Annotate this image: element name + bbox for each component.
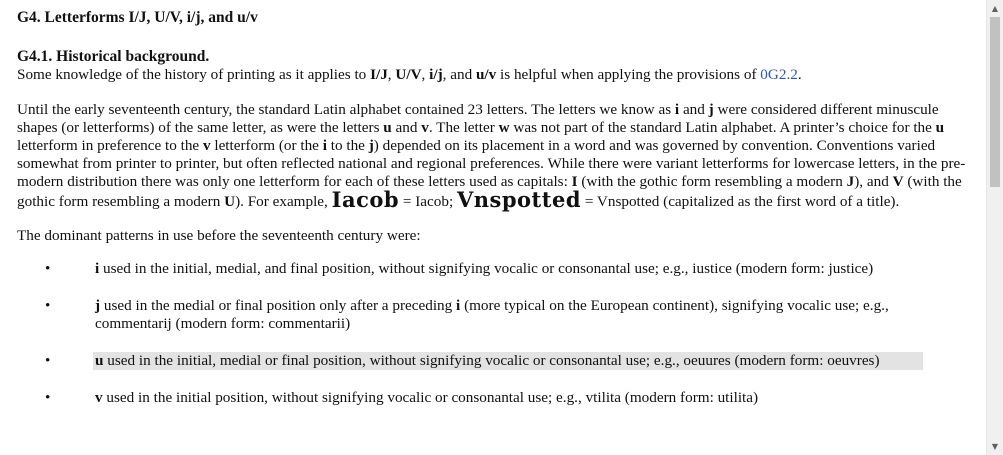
intro-sep: , <box>421 66 430 83</box>
term: J <box>846 173 855 190</box>
pattern-text: used in the medial or final position only after a preceding <box>100 297 457 314</box>
term: i <box>322 137 327 154</box>
pattern-text: used in the initial, medial or final position, without signifying vocalic or consonantal use; e.g., oeuures (modern form: oeuvres) <box>103 352 880 369</box>
intro-sep: , and <box>442 66 476 83</box>
term: j <box>708 101 714 118</box>
history-text: = Iacob; <box>399 193 457 210</box>
subsection-heading: G4.1. Historical background. <box>17 48 210 65</box>
history-text: . The letter <box>428 119 499 136</box>
term: v <box>202 137 211 154</box>
scroll-up-icon[interactable]: ▲ <box>991 4 999 13</box>
term-ij: i/j <box>429 66 443 83</box>
term: v <box>421 119 429 136</box>
list-item-text <box>95 389 965 407</box>
intro-sep: , <box>387 66 396 83</box>
term-uv: u/v <box>475 66 497 83</box>
history-text: letterform (or the <box>210 137 323 154</box>
term: U <box>224 193 236 210</box>
patterns-list <box>17 260 986 407</box>
term: v <box>95 389 103 406</box>
history-text: was not part of the standard Latin alphabet. A printer’s choice for the <box>509 119 936 136</box>
intro-text: is helpful when applying the provisions of <box>496 66 761 83</box>
term-UV: U/V <box>395 66 422 83</box>
history-text: ) depended on its placement in a word and was governed by convention. Conventions varied somewhat from printer to printer, but often reflected national and regional preferences. While there were variant letterforms for lowercase letters, in the pre-modern distribution there was only one letterform for each of these letters used as capitals: <box>17 137 966 190</box>
history-text: were considered different minuscule shapes (or letterforms) of the same letter, as were the letters <box>17 101 939 136</box>
history-text: = Vnspotted (capitalized as the first word of a title). <box>581 193 900 210</box>
term: j <box>368 137 374 154</box>
list-item-text <box>95 297 965 333</box>
term: V <box>892 173 904 190</box>
bullet: • <box>45 260 51 277</box>
pattern-text: used in the initial position, without signifying vocalic or consonantal use; e.g., vtilita (modern form: utilita) <box>102 389 759 406</box>
section-heading: G4. Letterforms I/J, U/V, i/j, and u/v <box>17 9 258 26</box>
history-text: and <box>679 101 709 118</box>
gothic-iacob-image: Iacob <box>331 187 400 212</box>
history-paragraph <box>17 101 967 211</box>
list-item <box>17 297 986 333</box>
selection-highlight[interactable] <box>93 352 923 370</box>
history-text: letterform in preference to the <box>17 137 203 154</box>
history-text: (with the gothic form resembling a modern <box>577 173 847 190</box>
term: j <box>95 297 101 314</box>
list-item <box>17 260 986 278</box>
history-text: Until the early seventeenth century, the standard Latin alphabet contained 23 letters. The letters we know as <box>17 101 675 118</box>
intro-paragraph <box>17 66 986 84</box>
term: i <box>674 101 680 118</box>
term: u <box>95 352 104 369</box>
pattern-text: (more typical on the European continent), signifying vocalic use; e.g., commentarij (modern form: commentarii) <box>95 297 889 332</box>
bullet: • <box>45 352 51 369</box>
term-IJ: I/J <box>370 66 388 83</box>
term: u <box>383 119 392 136</box>
list-item-highlighted <box>17 352 986 370</box>
history-text: to the <box>326 137 369 154</box>
scroll-down-icon[interactable]: ▼ <box>991 442 999 451</box>
term: i <box>456 297 461 314</box>
dominant-patterns-intro: The dominant patterns in use before the seventeenth century were: <box>17 227 421 244</box>
term: i <box>95 260 100 277</box>
term: w <box>498 119 510 136</box>
list-item-text <box>95 260 965 278</box>
term: u <box>935 119 945 136</box>
term: I <box>571 173 578 190</box>
pattern-text: used in the initial, medial, and final position, without signifying vocalic or consonantal use; e.g., iustice (modern form: justice) <box>99 260 874 277</box>
history-text: (with the gothic form resembling a modern <box>17 173 962 210</box>
list-item <box>17 389 986 407</box>
scroll-thumb[interactable] <box>990 17 1000 187</box>
history-text: and <box>391 119 422 136</box>
intro-text: Some knowledge of the history of printing as it applies to <box>17 66 371 83</box>
history-text: ), and <box>854 173 893 190</box>
reference-link[interactable]: 0G2.2 <box>760 66 798 83</box>
bullet: • <box>45 297 51 314</box>
intro-end: . <box>797 66 802 83</box>
bullet: • <box>45 389 51 406</box>
vertical-scrollbar[interactable] <box>986 0 1003 455</box>
gothic-vnspotted-image: Vnspotted <box>456 187 582 212</box>
history-text: ). For example, <box>235 193 332 210</box>
